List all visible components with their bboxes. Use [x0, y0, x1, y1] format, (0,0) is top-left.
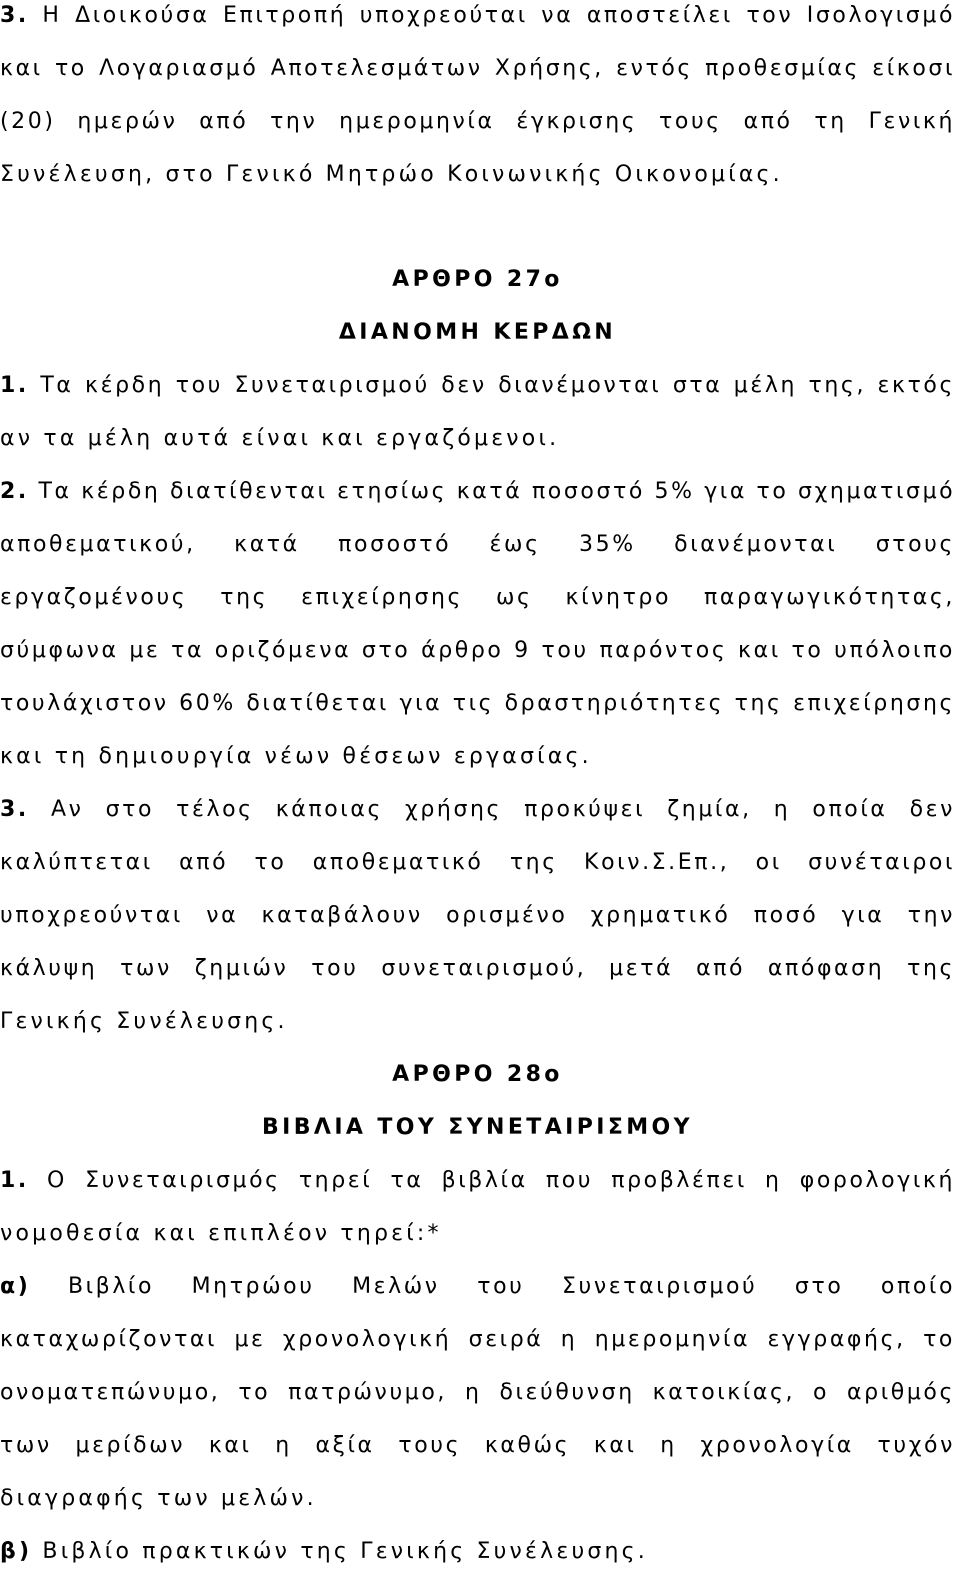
article-27-paragraph-2-line-6: και τη δημιουργία νέων θέσεων εργασίας.	[0, 744, 592, 769]
article-27-subtitle: ΔΙΑΝΟΜΗ ΚΕΡΔΩΝ	[338, 320, 617, 345]
paragraph-number: 1.	[0, 1168, 29, 1193]
article-28-paragraph-1-line-2: νομοθεσία και επιπλέον τηρεί:*	[0, 1221, 442, 1246]
paragraph-number: 3.	[0, 3, 29, 28]
item-a-line-5: διαγραφής των μελών.	[0, 1486, 317, 1511]
item-a-line-1: α) Βιβλίο Μητρώου Μελών του Συνεταιρισμού στο οποίο	[0, 1274, 955, 1299]
article-27-paragraph-2-line-5: τουλάχιστον 60% διατίθεται για τις δραστηριότητες της επιχείρησης	[0, 691, 955, 716]
article-27-paragraph-1-line-2: αν τα μέλη αυτά είναι και εργαζόμενοι.	[0, 426, 560, 451]
paragraph-number: 3.	[0, 797, 29, 822]
article-27-paragraph-2-line-4: σύμφωνα με τα οριζόμενα στο άρθρο 9 του παρόντος και το υπόλοιπο	[0, 638, 955, 663]
article-28-title: ΑΡΘΡΟ 28ο	[392, 1062, 563, 1087]
item-a-line-3: ονοματεπώνυμο, το πατρώνυμο, η διεύθυνση κατοικίας, ο αριθμός	[0, 1380, 955, 1405]
article-27-paragraph-3-line-4: κάλυψη των ζημιών του συνεταιρισμού, μετά από απόφαση της	[0, 956, 955, 981]
article-28-paragraph-1-line-1: 1. Ο Συνεταιρισμός τηρεί τα βιβλία που προβλέπει η φορολογική	[0, 1168, 955, 1193]
item-label: α)	[0, 1274, 31, 1299]
paragraph-number: 2.	[0, 479, 29, 504]
paragraph-3-line-2: και το Λογαριασμό Αποτελεσμάτων Χρήσης, εντός προθεσμίας είκοσι	[0, 56, 955, 81]
item-a-line-2: καταχωρίζονται με χρονολογική σειρά η ημερομηνία εγγραφής, το	[0, 1327, 955, 1352]
item-b-line-1: β) Βιβλίο πρακτικών της Γενικής Συνέλευσης.	[0, 1539, 648, 1564]
article-27-paragraph-3-line-3: υποχρεούνται να καταβάλουν ορισμένο χρηματικό ποσό για την	[0, 903, 955, 928]
paragraph-3-line-3: (20) ημερών από την ημερομηνία έγκρισης τους από τη Γενική	[0, 109, 955, 134]
paragraph-3-line-1: 3. Η Διοικούσα Επιτροπή υποχρεούται να αποστείλει τον Ισολογισμό	[0, 3, 955, 28]
article-27-paragraph-3-line-5: Γενικής Συνέλευσης.	[0, 1009, 288, 1034]
article-27-paragraph-1-line-1: 1. Τα κέρδη του Συνεταιρισμού δεν διανέμονται στα μέλη της, εκτός	[0, 373, 955, 398]
article-27-paragraph-2-line-1: 2. Τα κέρδη διατίθενται ετησίως κατά ποσοστό 5% για το σχηματισμό	[0, 479, 955, 504]
article-27-paragraph-2-line-3: εργαζομένους της επιχείρησης ως κίνητρο παραγωγικότητας,	[0, 585, 955, 610]
paragraph-3-line-4: Συνέλευση, στο Γενικό Μητρώο Κοινωνικής Οικονομίας.	[0, 162, 783, 187]
article-27-paragraph-3-line-2: καλύπτεται από το αποθεματικό της Κοιν.Σ.Επ., οι συνέταιροι	[0, 850, 955, 875]
paragraph-number: 1.	[0, 373, 29, 398]
article-28-subtitle: ΒΙΒΛΙΑ ΤΟΥ ΣΥΝΕΤΑΙΡΙΣΜΟΥ	[261, 1115, 693, 1140]
article-27-paragraph-3-line-1: 3. Αν στο τέλος κάποιας χρήσης προκύψει ζημία, η οποία δεν	[0, 797, 955, 822]
article-27-paragraph-2-line-2: αποθεματικού, κατά ποσοστό έως 35% διανέμονται στους	[0, 532, 955, 557]
item-a-line-4: των μερίδων και η αξία τους καθώς και η χρονολογία τυχόν	[0, 1433, 955, 1458]
item-label: β)	[0, 1539, 33, 1564]
article-27-title: ΑΡΘΡΟ 27ο	[392, 267, 563, 292]
